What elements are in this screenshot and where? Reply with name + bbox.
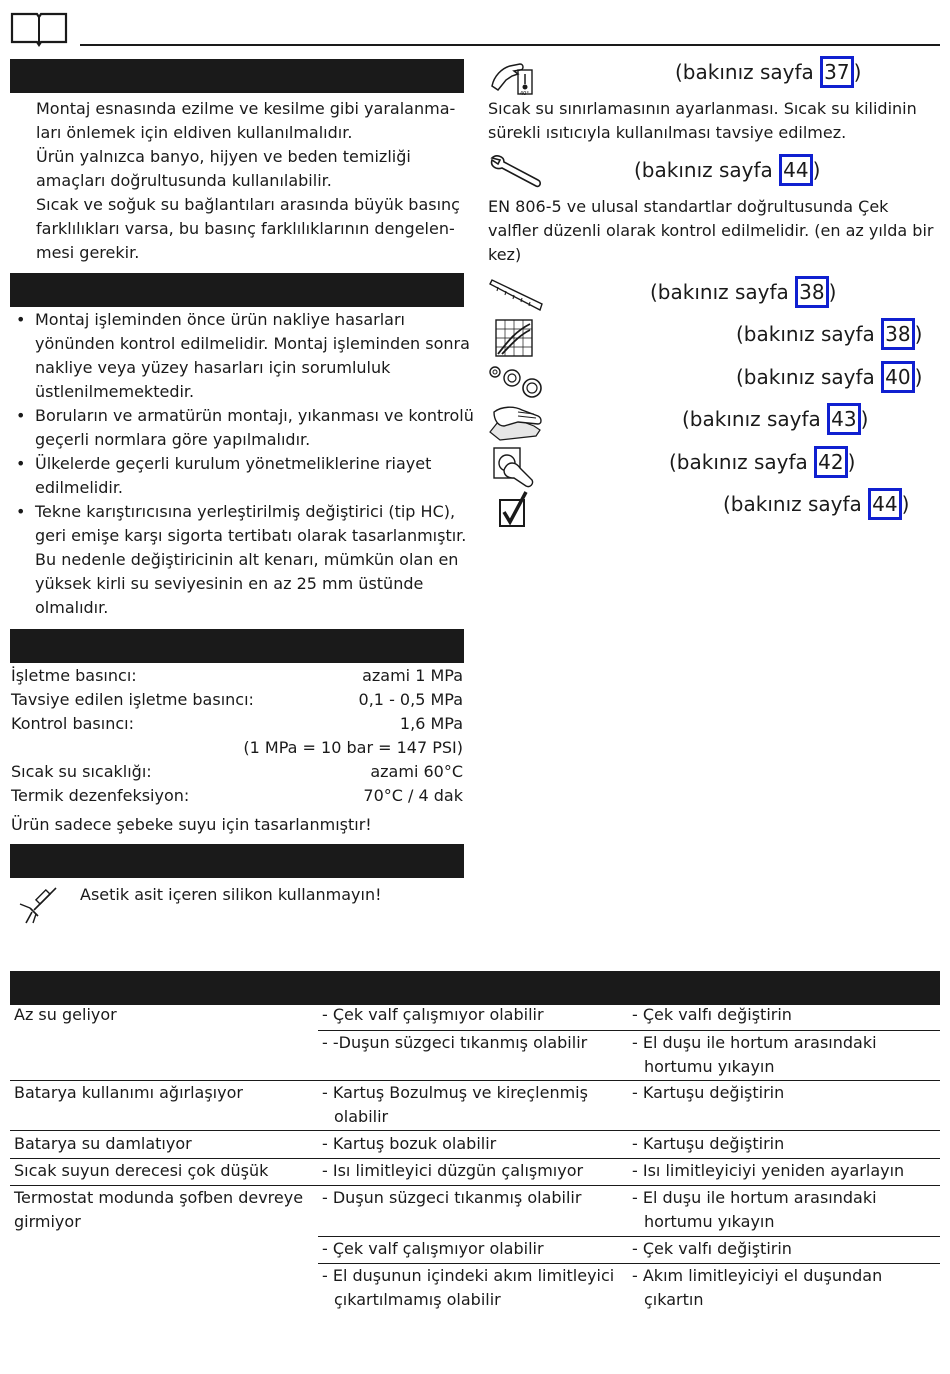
- section-bar-installation: [10, 273, 464, 307]
- page-ref: (bakınız sayfa 44 ): [634, 154, 820, 186]
- table-cell-remedy: - Çek valfı değiştirin: [632, 1005, 792, 1024]
- page-link[interactable]: 37: [820, 56, 853, 88]
- table-cell-remedy: - Kartuşu değiştirin: [632, 1134, 785, 1153]
- table-cell-cause: - -Duşun süzgeci tıkanmış olabilir: [322, 1033, 588, 1052]
- book-icon: [10, 10, 68, 48]
- parts-icon: [488, 362, 544, 400]
- silicone-gun-icon: [16, 886, 60, 926]
- table-divider: [10, 1130, 940, 1131]
- table-cell-problem: Sıcak suyun derecesi çok düşük: [14, 1161, 269, 1180]
- table-cell-remedy: - El duşu ile hortum arasındaki hortumu yıkayın: [632, 1188, 877, 1231]
- spec-row: Kontrol basıncı: 1,6 MPa: [11, 714, 463, 733]
- table-cell-problem: Termostat modunda şofben devreye girmiyor: [14, 1188, 304, 1231]
- checkbox-checked-icon: [498, 490, 530, 528]
- hot-water-text: Sıcak su sınırlamasının ayarlanması. Sıcak su kilidinin sürekli ısıtıcıyla kullanılması tavsiye edilmez.: [488, 99, 917, 142]
- spec-row: İşletme basıncı: azami 1 MPa: [11, 666, 463, 685]
- silicone-note: Asetik asit içeren silikon kullanmayın!: [80, 885, 382, 904]
- section-bar-symbol: [10, 844, 464, 878]
- spec-row: Tavsiye edilen işletme basıncı: 0,1 - 0,5 MPa: [11, 690, 463, 709]
- table-cell-cause: - Çek valf çalışmıyor olabilir: [322, 1239, 544, 1258]
- list-item: • Tekne karıştırıcısına yerleştirilmiş değiştirici (tip HC), geri emişe karşı sigorta tertibatı olarak tasarlanmıştır. Bu nedenle değiştiricinin alt kenarı, mümkün olan en yüksek kirli su seviyesinin en az 25 mm üstünde olmalıdır.: [12, 500, 464, 620]
- table-cell-cause: - Kartuş Bozulmuş ve kireçlenmiş olabilir: [322, 1083, 588, 1126]
- installation-list: [12, 308, 474, 620]
- table-cell-remedy: - Kartuşu değiştirin: [632, 1083, 785, 1102]
- table-cell-problem: Batarya kullanımı ağırlaşıyor: [14, 1083, 243, 1102]
- table-cell-remedy: - Isı limitleyiciyi yeniden ayarlayın: [632, 1161, 905, 1180]
- table-cell-cause: - El duşunun içindeki akım limitleyici çıkartılmamış olabilir: [322, 1266, 615, 1309]
- section-bar-safety: [10, 59, 464, 93]
- list-item: • Boruların ve armatürün montajı, yıkanması ve kontrolü geçerli normlara göre yapılmalıdır.: [12, 404, 464, 452]
- section-bar-troubleshooting: [10, 971, 940, 1005]
- page-ref: (bakınız sayfa 44 ): [723, 488, 909, 520]
- table-cell-problem: Batarya su damlatıyor: [14, 1134, 192, 1153]
- list-item: • Ülkelerde geçerli kurulum yönetmeliklerine riayet edilmelidir.: [12, 452, 464, 500]
- section-bar-technical-data: [10, 629, 464, 663]
- page-link[interactable]: 40: [881, 361, 914, 393]
- spec-row: (1 MPa = 10 bar = 147 PSI): [243, 738, 463, 757]
- table-cell-problem: Az su geliyor: [14, 1005, 117, 1024]
- page-link[interactable]: 43: [827, 403, 860, 435]
- ruler-icon: [488, 278, 544, 314]
- list-item: • Montaj işleminden önce ürün nakliye hasarları yönünden kontrol edilmelidir. Montaj işleminden sonra nakliye veya yüzey hasarları için sorumluluk üstlenilmemektedir.: [12, 308, 464, 404]
- table-cell-cause: - Isı limitleyici düzgün çalışmıyor: [322, 1161, 584, 1180]
- table-cell-remedy: - El duşu ile hortum arasındaki hortumu yıkayın: [632, 1033, 877, 1076]
- header-rule: [80, 44, 940, 46]
- safety-text: Montaj esnasında ezilme ve kesilme gibi yaralanma- ları önlemek için eldiven kullanılmalıdır. Ürün yalnızca banyo, hijyen ve beden temizliği amaçları doğrultusunda kullanılabilir. Sıcak ve soğuk su bağlantıları arasında büyük basınç farklılıkları varsa, bu basınç farklılıklarının dengelen- mesi gerekir.: [36, 99, 460, 262]
- spec-row: Termik dezenfeksiyon: 70°C / 4 dak: [11, 786, 463, 805]
- hand-cleaning-icon: [488, 400, 544, 442]
- flow-diagram-icon: [494, 318, 534, 358]
- page-ref: (bakınız sayfa 40 ): [736, 361, 922, 393]
- page-ref: (bakınız sayfa 42 ): [669, 446, 855, 478]
- table-cell-cause: - Kartuş bozuk olabilir: [322, 1134, 497, 1153]
- page-ref: (bakınız sayfa 38 ): [736, 318, 922, 350]
- spec-row: Sıcak su sıcaklığı: azami 60°C: [11, 762, 463, 781]
- wrench-icon: [488, 152, 544, 192]
- table-cell-remedy: - Akım limitleyiciyi el duşundan çıkartın: [632, 1266, 883, 1309]
- hand-thermometer-icon: [488, 58, 538, 98]
- maintenance-text: EN 806-5 ve ulusal standartlar doğrultusunda Çek valfler düzenli olarak kontrol edilmelidir. (en az yılda bir kez): [488, 197, 934, 264]
- page-ref: (bakınız sayfa 38 ): [650, 276, 836, 308]
- page-link[interactable]: 38: [795, 276, 828, 308]
- page-ref: (bakınız sayfa 37 ): [675, 56, 861, 88]
- svg-text:40°: 40°: [520, 91, 529, 97]
- page-link[interactable]: 44: [779, 154, 812, 186]
- table-cell-cause: - Duşun süzgeci tıkanmış olabilir: [322, 1188, 582, 1207]
- hand-handle-icon: [492, 446, 536, 488]
- table-cell-cause: - Çek valf çalışmıyor olabilir: [322, 1005, 544, 1024]
- table-cell-remedy: - Çek valfı değiştirin: [632, 1239, 792, 1258]
- spec-note: Ürün sadece şebeke suyu için tasarlanmıştır!: [11, 815, 372, 834]
- page-link[interactable]: 44: [868, 488, 901, 520]
- page-link[interactable]: 38: [881, 318, 914, 350]
- page-ref: (bakınız sayfa 43 ): [682, 403, 868, 435]
- page-link[interactable]: 42: [814, 446, 847, 478]
